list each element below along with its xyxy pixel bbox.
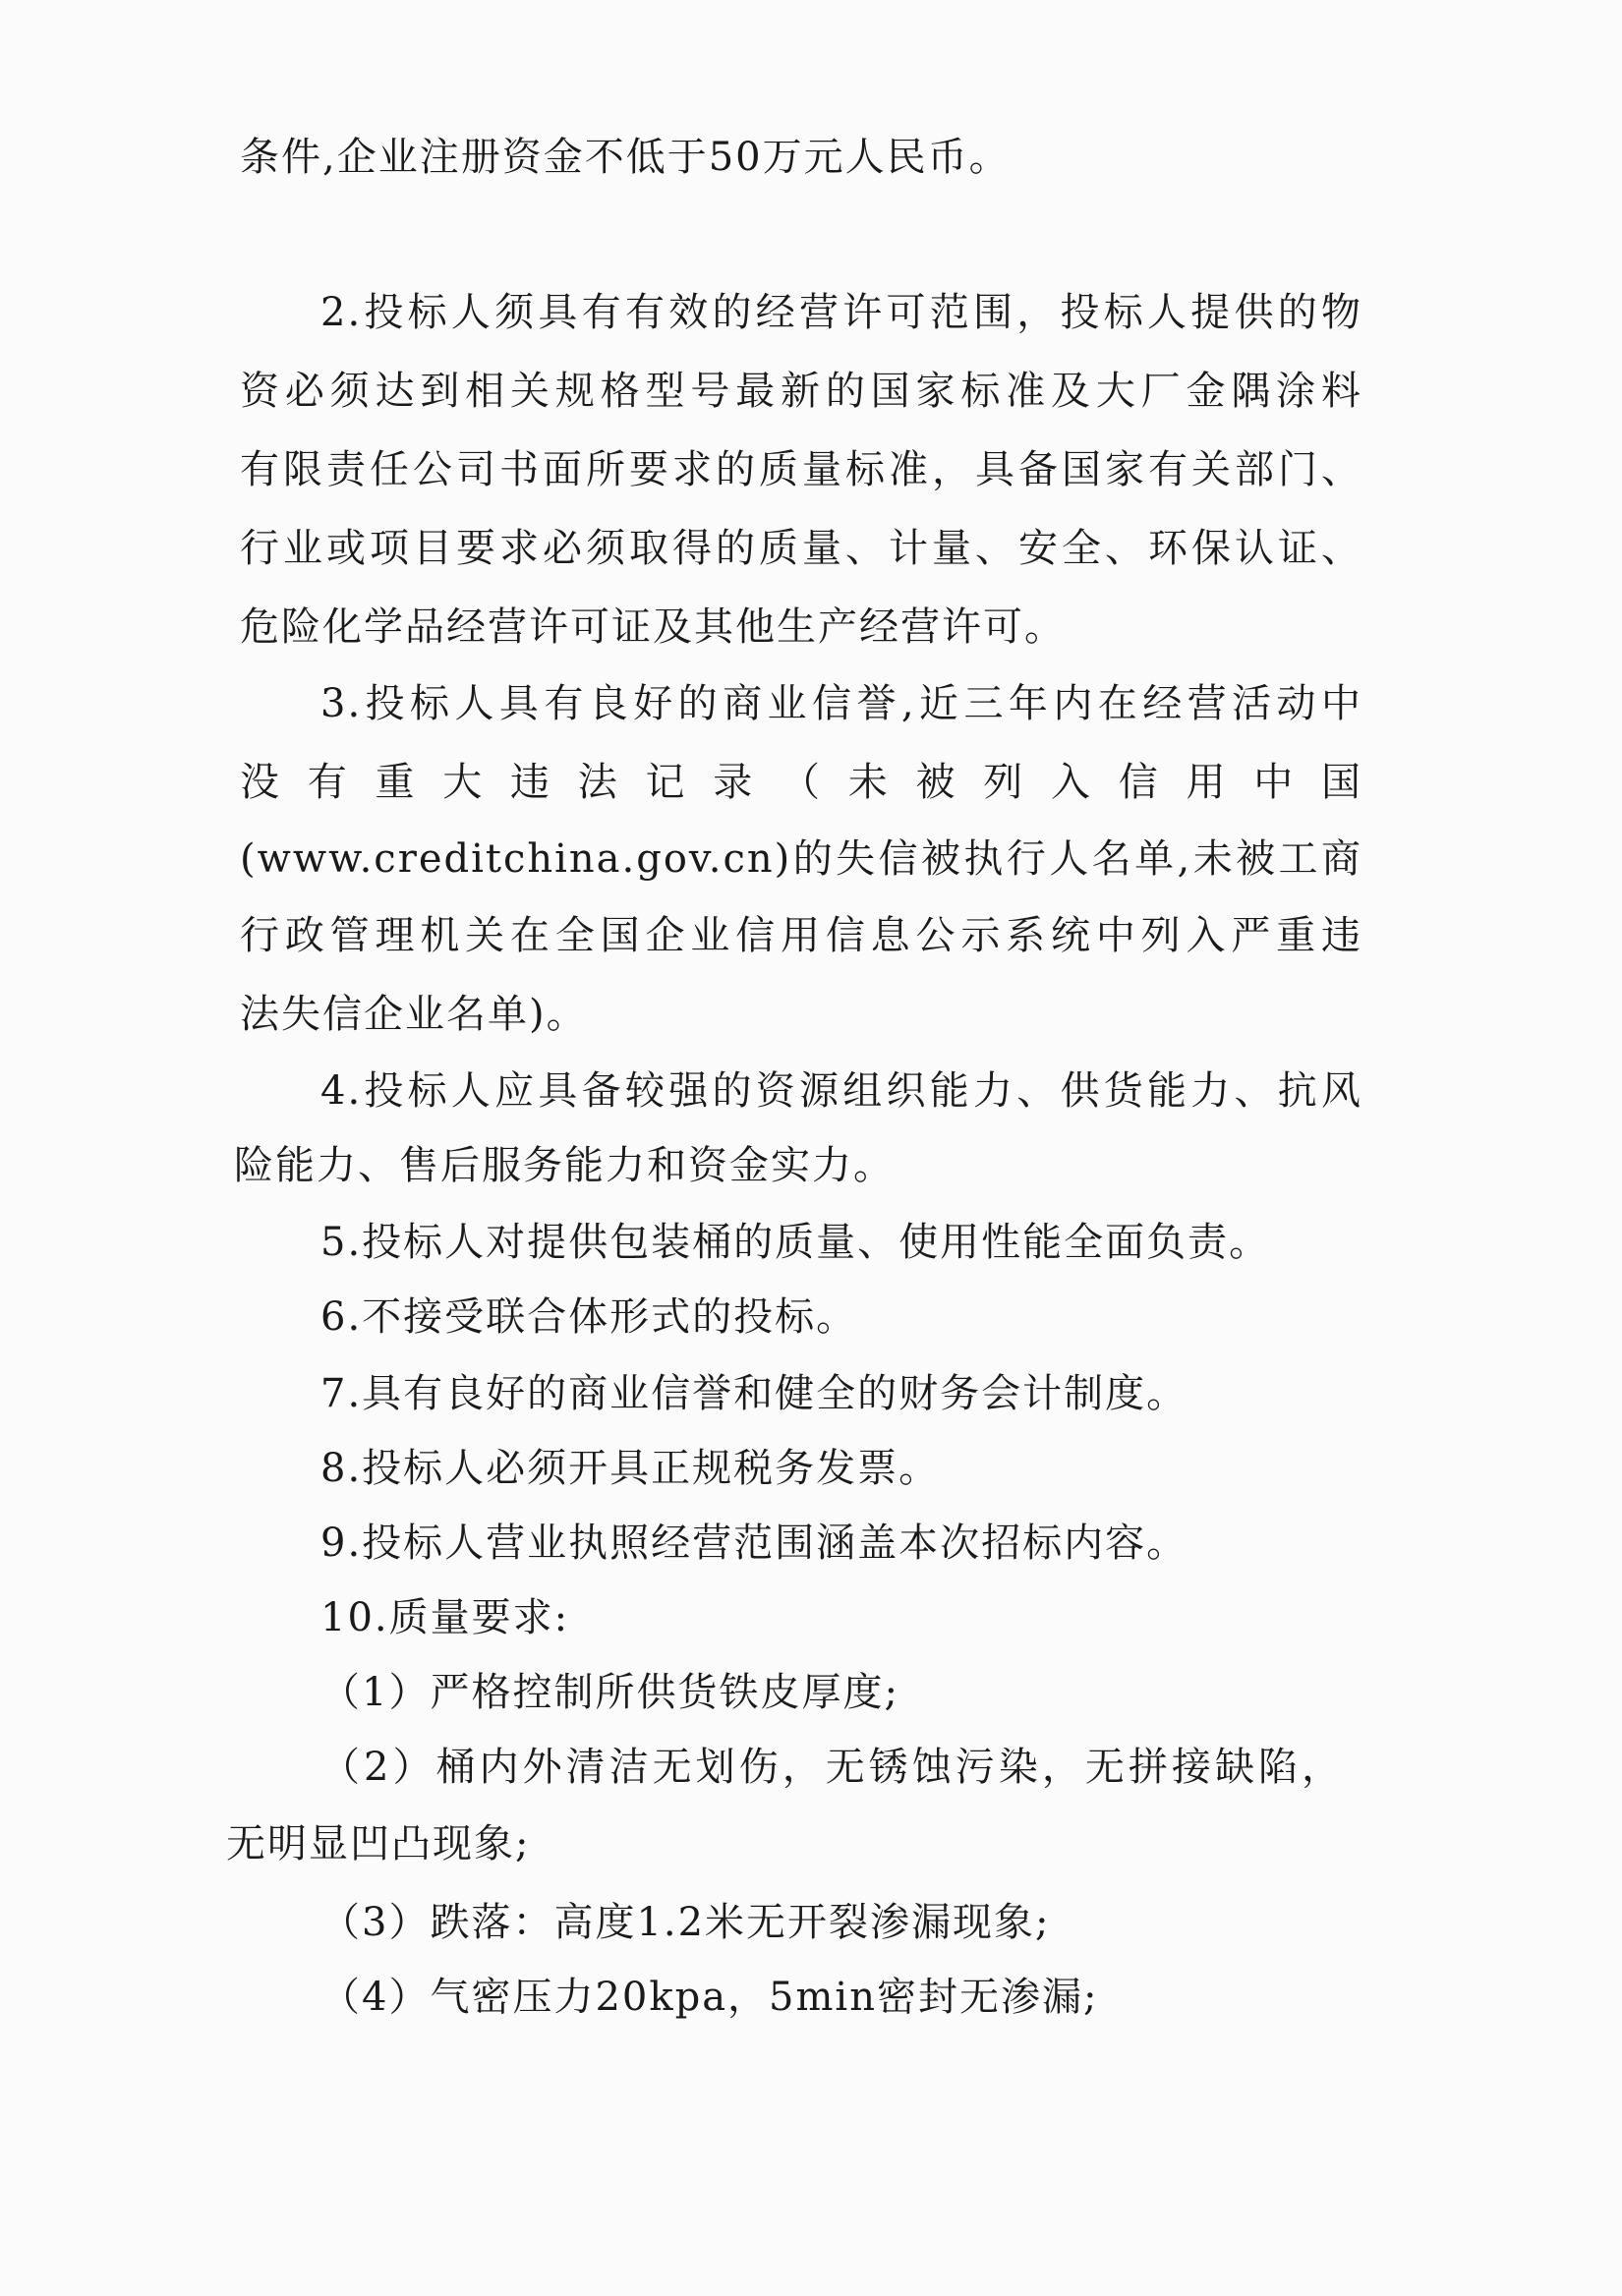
text-line-17: 8.投标人必须开具正规税务发票。 <box>320 1446 941 1491</box>
text-line-20: （1）严格控制所供货铁皮厚度; <box>320 1670 899 1715</box>
text-line-3: 资必须达到相关规格型号最新的国家标准及大厂金隅涂料 <box>240 369 1362 414</box>
text-line-15: 6.不接受联合体形式的投标。 <box>320 1294 858 1340</box>
text-line-23: （3）跌落：高度1.2米无开裂渗漏现象; <box>320 1900 1051 1945</box>
text-line-18: 9.投标人营业执照经营范围涵盖本次招标内容。 <box>320 1521 1188 1566</box>
text-line-1: 条件,企业注册资金不低于50万元人民币。 <box>240 135 1011 180</box>
text-line-11: 法失信企业名单)。 <box>240 992 588 1037</box>
text-line-12: 4.投标人应具备较强的资源组织能力、供货能力、抗风 <box>320 1068 1362 1114</box>
text-line-13: 险能力、售后服务能力和资金实力。 <box>234 1143 895 1188</box>
text-line-22: 无明显凹凸现象; <box>226 1821 531 1866</box>
text-line-2: 2.投标人须具有有效的经营许可范围，投标人提供的物 <box>320 290 1362 335</box>
text-line-21: （2）桶内外清洁无划伤，无锈蚀污染，无拼接缺陷， <box>320 1745 1343 1790</box>
text-line-8: 没有重大违法记录（未被列入信用中国 <box>240 760 1362 805</box>
text-line-4: 有限责任公司书面所要求的质量标准，具备国家有关部门、 <box>240 447 1362 492</box>
text-line-6: 危险化学品经营许可证及其他生产经营许可。 <box>240 604 1066 650</box>
text-line-14: 5.投标人对提供包装桶的质量、使用性能全面负责。 <box>320 1220 1271 1265</box>
text-line-5: 行业或项目要求必须取得的质量、计量、安全、环保认证、 <box>240 526 1362 571</box>
text-line-10: 行政管理机关在全国企业信用信息公示系统中列入严重违 <box>240 913 1362 958</box>
text-line-24: （4）气密压力20kpa，5min密封无渗漏; <box>320 1975 1099 2020</box>
text-line-7: 3.投标人具有良好的商业信誉,近三年内在经营活动中 <box>320 681 1362 726</box>
text-line-9: (www.creditchina.gov.cn)的失信被执行人名单,未被工商 <box>240 836 1362 882</box>
text-line-16: 7.具有良好的商业信誉和健全的财务会计制度。 <box>320 1371 1188 1416</box>
text-line-19: 10.质量要求: <box>320 1595 570 1640</box>
